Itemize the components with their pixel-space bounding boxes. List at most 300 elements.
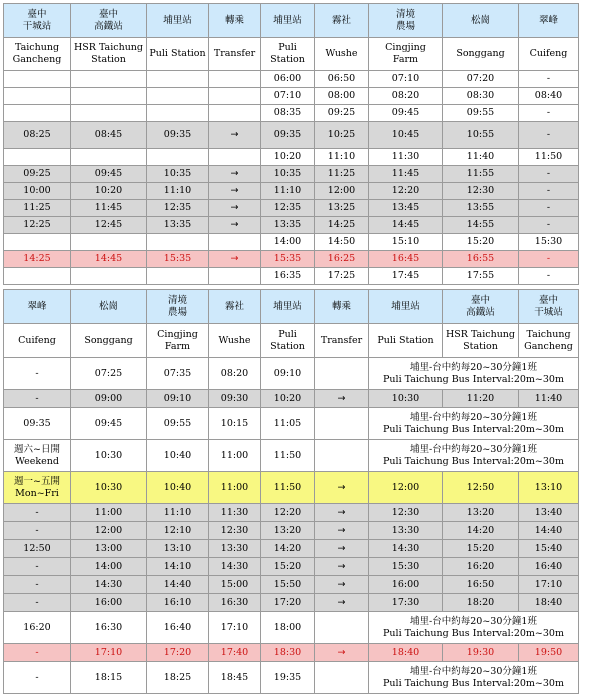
time-cell xyxy=(71,440,147,472)
cell-text: Wushe xyxy=(218,334,251,346)
time-cell xyxy=(261,612,315,644)
time-cell xyxy=(147,358,209,390)
cell-text: Puli xyxy=(278,42,297,54)
bus-interval-note xyxy=(369,358,579,390)
time-cell xyxy=(71,662,147,694)
cell-text: → xyxy=(337,578,346,590)
cell-text: - xyxy=(546,129,551,141)
cell-text: 12:00 xyxy=(94,524,123,536)
table-row xyxy=(4,88,579,105)
time-cell xyxy=(443,472,519,504)
time-cell xyxy=(71,540,147,558)
cell-text: Songgang xyxy=(456,48,505,60)
header-row-english-cell xyxy=(443,38,519,71)
time-cell xyxy=(519,594,579,612)
time-cell xyxy=(209,504,261,522)
cell-text: 15:30 xyxy=(391,560,420,572)
time-cell xyxy=(147,88,209,105)
time-cell xyxy=(4,408,71,440)
cell-text: 15:10 xyxy=(391,236,420,248)
time-cell xyxy=(261,644,315,662)
table-row xyxy=(4,183,579,200)
time-cell xyxy=(261,217,315,234)
transfer-arrow xyxy=(315,472,369,504)
header-row-english-cell xyxy=(71,38,147,71)
transfer-cell xyxy=(315,440,369,472)
time-cell xyxy=(71,251,147,268)
cell-text: 07:35 xyxy=(163,367,192,379)
cell-text: 14:25 xyxy=(23,253,51,265)
time-cell xyxy=(261,88,315,105)
table-row xyxy=(4,390,579,408)
cell-text: 11:05 xyxy=(273,417,302,429)
cell-text: 09:25 xyxy=(327,107,356,119)
cell-text: 13:10 xyxy=(534,481,563,493)
cell-text: Farm xyxy=(392,54,419,65)
cell-text: 10:30 xyxy=(94,481,123,493)
cell-text: Taichung xyxy=(526,328,571,340)
time-cell xyxy=(71,268,147,285)
transfer-arrow xyxy=(315,504,369,522)
cell-text: 18:00 xyxy=(273,621,302,633)
header-row-chinese-cell xyxy=(369,290,443,324)
time-cell xyxy=(147,540,209,558)
cell-text: - xyxy=(35,596,39,608)
time-cell xyxy=(209,644,261,662)
cell-text: - xyxy=(546,185,551,197)
time-cell xyxy=(71,390,147,408)
time-cell xyxy=(4,644,71,662)
cell-text: 15:00 xyxy=(220,578,249,590)
time-cell xyxy=(4,105,71,122)
cell-text: 12:25 xyxy=(23,219,51,231)
time-cell xyxy=(369,594,443,612)
cell-text: Cingjing xyxy=(385,42,426,54)
time-cell xyxy=(369,166,443,183)
cell-text: - xyxy=(35,524,39,536)
cell-text: 15:30 xyxy=(534,236,563,248)
cell-text: 12:20 xyxy=(273,506,302,518)
cell-text: Cingjing xyxy=(157,328,198,340)
cell-text: 14:30 xyxy=(391,542,420,554)
header-row-english-cell xyxy=(147,38,209,71)
cell-text: 10:45 xyxy=(391,129,420,141)
time-cell xyxy=(369,268,443,285)
time-cell xyxy=(369,183,443,200)
cell-text: Transfer xyxy=(213,48,256,60)
cell-text: 08:45 xyxy=(94,129,123,141)
cell-text: 12:30 xyxy=(220,524,249,536)
cell-text: 11:45 xyxy=(94,202,123,214)
time-cell xyxy=(209,408,261,440)
cell-text: - xyxy=(35,392,39,404)
table-row xyxy=(4,166,579,183)
time-cell xyxy=(443,522,519,540)
cell-text: 14:30 xyxy=(94,578,123,590)
cell-text: Puli Station xyxy=(149,48,206,60)
cell-text: 12:00 xyxy=(391,481,420,493)
cell-text: → xyxy=(337,596,346,608)
time-cell xyxy=(261,558,315,576)
cell-text: 09:10 xyxy=(273,367,302,379)
cell-text: Weekend xyxy=(15,455,59,467)
cell-text: 11:30 xyxy=(220,506,249,518)
cell-text: 11:40 xyxy=(466,151,495,163)
time-cell xyxy=(261,183,315,200)
header-row-english-cell xyxy=(519,38,579,71)
header-row-chinese-cell xyxy=(147,290,209,324)
cell-text: 17:10 xyxy=(94,646,123,658)
header-row-english-cell xyxy=(4,324,71,358)
cell-text: 干城站 xyxy=(534,306,563,318)
cell-text: - xyxy=(546,270,551,282)
table-row xyxy=(4,662,579,694)
time-cell xyxy=(71,200,147,217)
cell-text: 11:00 xyxy=(220,481,249,493)
cell-text: 15:50 xyxy=(273,578,302,590)
cell-text: 週一~五開 xyxy=(14,475,60,487)
time-cell xyxy=(261,662,315,694)
cell-text: 07:20 xyxy=(466,73,495,85)
header-row-chinese-cell xyxy=(519,4,579,38)
time-cell xyxy=(71,217,147,234)
time-cell xyxy=(147,149,209,166)
time-cell xyxy=(261,200,315,217)
cell-text: Mon~Fri xyxy=(15,487,59,499)
cell-text: 18:25 xyxy=(163,671,192,683)
cell-text: 10:40 xyxy=(163,449,192,461)
cell-text: → xyxy=(337,524,346,536)
time-cell xyxy=(4,71,71,88)
time-cell xyxy=(443,558,519,576)
time-cell xyxy=(147,594,209,612)
cell-text: → xyxy=(230,185,239,197)
cell-text: 18:15 xyxy=(94,671,123,683)
cell-text: 18:40 xyxy=(534,596,563,608)
time-cell xyxy=(519,558,579,576)
cell-text: → xyxy=(230,168,239,180)
cell-text: 19:50 xyxy=(534,646,563,658)
time-cell xyxy=(261,251,315,268)
table-row xyxy=(4,522,579,540)
time-cell xyxy=(519,71,579,88)
cell-text: 07:10 xyxy=(273,90,302,102)
time-cell xyxy=(443,71,519,88)
table-row xyxy=(4,440,579,472)
time-cell xyxy=(519,166,579,183)
cell-text: Station xyxy=(91,54,126,65)
transfer-cell xyxy=(315,612,369,644)
cell-text: 10:20 xyxy=(94,185,123,197)
cell-text: 埔里-台中約每20~30分鐘1班 xyxy=(410,615,537,627)
time-cell xyxy=(443,200,519,217)
time-cell xyxy=(315,71,369,88)
cell-text: 06:00 xyxy=(273,73,302,85)
cell-text: 11:10 xyxy=(163,185,192,197)
cell-text: Puli Taichung Bus Interval:20m~30m xyxy=(383,455,564,467)
cell-text: 16:10 xyxy=(163,596,192,608)
cell-text: 11:00 xyxy=(94,506,123,518)
cell-text: → xyxy=(337,560,346,572)
time-cell xyxy=(369,576,443,594)
time-cell xyxy=(261,540,315,558)
time-cell xyxy=(369,217,443,234)
bus-interval-note xyxy=(369,440,579,472)
header-row-chinese-cell xyxy=(4,4,71,38)
cell-text: 高鐵站 xyxy=(466,306,495,318)
cell-text: 15:35 xyxy=(163,253,192,265)
time-cell xyxy=(4,540,71,558)
cell-text: 農場 xyxy=(167,306,187,318)
time-cell xyxy=(261,105,315,122)
table-row xyxy=(4,558,579,576)
time-cell xyxy=(315,251,369,268)
time-cell xyxy=(369,88,443,105)
cell-text: 11:55 xyxy=(466,168,495,180)
cell-text: 臺中 xyxy=(27,8,47,20)
cell-text: Puli Taichung Bus Interval:20m~30m xyxy=(383,423,564,435)
cell-text: 埔里站 xyxy=(391,300,420,312)
cell-text: → xyxy=(337,542,346,554)
time-cell xyxy=(315,234,369,251)
cell-text: → xyxy=(337,646,346,658)
cell-text: 09:45 xyxy=(391,107,420,119)
table-row xyxy=(4,540,579,558)
cell-text: 16:25 xyxy=(327,253,356,265)
cell-text: 08:30 xyxy=(466,90,495,102)
transfer-arrow xyxy=(209,122,261,149)
time-cell xyxy=(4,662,71,694)
header-row-chinese-cell xyxy=(71,290,147,324)
cell-text: 17:30 xyxy=(391,596,420,608)
header-row-english-cell xyxy=(369,38,443,71)
transfer-arrow xyxy=(315,522,369,540)
cell-text: 14:20 xyxy=(466,524,495,536)
time-cell xyxy=(519,268,579,285)
cell-text: 埔里-台中約每20~30分鐘1班 xyxy=(410,411,537,423)
transfer-arrow xyxy=(209,71,261,88)
cell-text: Gancheng xyxy=(12,54,62,65)
time-cell xyxy=(147,558,209,576)
cell-text: Farm xyxy=(164,340,191,352)
table-row xyxy=(4,251,579,268)
cell-text: 10:00 xyxy=(23,185,51,197)
cell-text: 18:20 xyxy=(466,596,495,608)
cell-text: 11:45 xyxy=(391,168,420,180)
time-cell xyxy=(71,408,147,440)
header-row-english xyxy=(4,38,579,71)
time-cell xyxy=(147,472,209,504)
transfer-cell xyxy=(315,662,369,694)
time-cell xyxy=(4,358,71,390)
header-row-chinese-cell xyxy=(209,290,261,324)
time-cell xyxy=(71,358,147,390)
time-cell xyxy=(147,122,209,149)
cell-text: 09:55 xyxy=(466,107,495,119)
header-row-english-cell xyxy=(519,324,579,358)
time-cell xyxy=(147,268,209,285)
cell-text: 15:20 xyxy=(466,236,495,248)
cell-text: - xyxy=(35,671,39,683)
transfer-arrow xyxy=(315,594,369,612)
time-cell xyxy=(443,149,519,166)
cell-text: → xyxy=(337,506,346,518)
time-cell xyxy=(4,166,71,183)
cell-text: Puli Taichung Bus Interval:20m~30m xyxy=(383,627,564,639)
cell-text: 08:40 xyxy=(534,90,563,102)
cell-text: 翠峰 xyxy=(27,300,47,312)
cell-text: 17:20 xyxy=(163,646,192,658)
cell-text: 翠峰 xyxy=(538,14,558,26)
cell-text: 11:30 xyxy=(391,151,420,163)
time-cell xyxy=(4,522,71,540)
time-cell xyxy=(71,183,147,200)
header-row-chinese-cell xyxy=(315,4,369,38)
table-row xyxy=(4,105,579,122)
time-cell xyxy=(4,88,71,105)
transfer-arrow xyxy=(209,105,261,122)
cell-text: 10:30 xyxy=(391,392,420,404)
cell-text: 19:35 xyxy=(273,671,302,683)
time-cell xyxy=(519,472,579,504)
time-cell xyxy=(443,122,519,149)
cell-text: 埔里站 xyxy=(273,14,302,26)
time-cell xyxy=(71,88,147,105)
transfer-arrow xyxy=(315,540,369,558)
time-cell xyxy=(71,594,147,612)
time-cell xyxy=(315,183,369,200)
cell-text: Station xyxy=(270,340,305,352)
cell-text: Taichung xyxy=(14,42,60,54)
time-cell xyxy=(261,576,315,594)
time-cell xyxy=(519,234,579,251)
cell-text: → xyxy=(230,253,239,265)
time-cell xyxy=(71,504,147,522)
time-cell xyxy=(4,594,71,612)
cell-text: → xyxy=(230,219,239,231)
time-cell xyxy=(147,504,209,522)
cell-text: 14:50 xyxy=(327,236,356,248)
timetable-outbound xyxy=(3,3,579,285)
time-cell xyxy=(519,122,579,149)
time-cell xyxy=(209,390,261,408)
time-cell xyxy=(315,122,369,149)
cell-text: 16:40 xyxy=(163,621,192,633)
header-row-english-cell xyxy=(147,324,209,358)
cell-text: - xyxy=(35,646,39,658)
time-cell xyxy=(261,408,315,440)
time-cell xyxy=(71,522,147,540)
time-cell xyxy=(71,576,147,594)
header-row-english-cell xyxy=(71,324,147,358)
cell-text: 轉乘 xyxy=(331,300,351,312)
time-cell xyxy=(443,183,519,200)
cell-text: 17:25 xyxy=(327,270,356,282)
time-cell xyxy=(4,558,71,576)
time-cell xyxy=(443,268,519,285)
time-cell xyxy=(519,390,579,408)
time-cell xyxy=(261,234,315,251)
cell-text: Puli Taichung Bus Interval:20m~30m xyxy=(383,677,564,689)
time-cell xyxy=(147,440,209,472)
header-row-english-cell xyxy=(4,38,71,71)
header-row-chinese-cell xyxy=(261,290,315,324)
time-cell xyxy=(147,200,209,217)
transfer-arrow xyxy=(209,149,261,166)
cell-text: 清境 xyxy=(167,294,187,306)
time-cell xyxy=(369,122,443,149)
time-cell xyxy=(147,644,209,662)
cell-text: 11:50 xyxy=(534,151,563,163)
time-cell xyxy=(261,522,315,540)
cell-text: 轉乘 xyxy=(224,14,244,26)
table-row xyxy=(4,472,579,504)
time-cell xyxy=(315,217,369,234)
cell-text: Transfer xyxy=(320,334,363,346)
header-row-chinese xyxy=(4,4,579,38)
time-cell xyxy=(443,105,519,122)
bus-interval-note xyxy=(369,612,579,644)
cell-text: 12:50 xyxy=(466,481,495,493)
time-cell xyxy=(443,504,519,522)
transfer-arrow xyxy=(209,88,261,105)
time-cell xyxy=(519,149,579,166)
table-row xyxy=(4,408,579,440)
transfer-arrow xyxy=(209,200,261,217)
time-cell xyxy=(4,268,71,285)
table-row xyxy=(4,149,579,166)
header-row-english-cell xyxy=(315,38,369,71)
time-cell xyxy=(369,504,443,522)
cell-text: 16:20 xyxy=(23,621,51,633)
time-cell xyxy=(369,472,443,504)
table-row xyxy=(4,268,579,285)
time-cell xyxy=(4,504,71,522)
cell-text: - xyxy=(546,107,551,119)
time-cell xyxy=(369,105,443,122)
cell-text: 13:25 xyxy=(327,202,356,214)
time-cell xyxy=(315,166,369,183)
time-cell xyxy=(443,251,519,268)
header-row-chinese-cell xyxy=(519,290,579,324)
header-row-chinese-cell xyxy=(443,290,519,324)
time-cell xyxy=(147,408,209,440)
cell-text: 13:30 xyxy=(391,524,420,536)
bus-interval-note xyxy=(369,408,579,440)
header-row-english-cell xyxy=(209,324,261,358)
cell-text: 17:45 xyxy=(391,270,420,282)
cell-text: 19:30 xyxy=(466,646,495,658)
cell-text: 16:00 xyxy=(94,596,123,608)
cell-text: 埔里站 xyxy=(163,14,192,26)
time-cell xyxy=(261,71,315,88)
time-cell xyxy=(261,390,315,408)
cell-text: 11:25 xyxy=(327,168,356,180)
time-cell xyxy=(369,149,443,166)
header-row-chinese-cell xyxy=(147,4,209,38)
cell-text: 18:30 xyxy=(273,646,302,658)
cell-text: 14:30 xyxy=(220,560,249,572)
cell-text: 16:50 xyxy=(466,578,495,590)
cell-text: 17:10 xyxy=(534,578,563,590)
time-cell xyxy=(369,540,443,558)
cell-text: 11:40 xyxy=(534,392,563,404)
time-cell xyxy=(147,390,209,408)
cell-text: 12:45 xyxy=(94,219,123,231)
time-cell xyxy=(4,149,71,166)
cell-text: 08:00 xyxy=(327,90,356,102)
cell-text: 干城站 xyxy=(22,20,52,32)
